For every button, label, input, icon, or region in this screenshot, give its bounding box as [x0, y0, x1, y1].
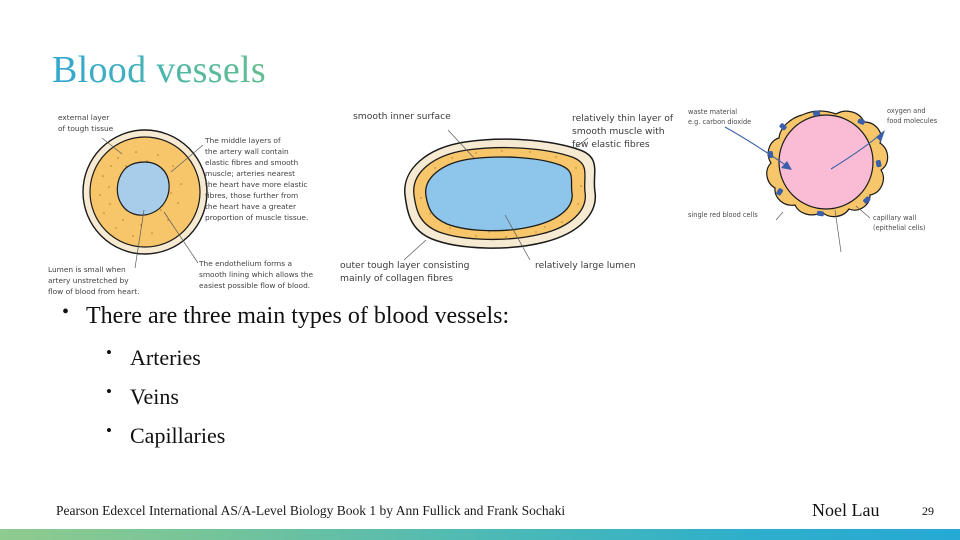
artery-label-middle-7: proportion of muscle tissue.: [205, 213, 309, 222]
artery-label-middle-4: the heart have more elastic: [205, 180, 308, 189]
vein-label-thin-layer-2: few elastic fibres: [572, 139, 650, 150]
artery-diagram: [40, 100, 330, 305]
bullet-capillaries: • Capillaries: [56, 423, 696, 448]
artery-label-middle-2: elastic fibres and smooth: [205, 158, 299, 167]
artery-label-lumen-1: artery unstretched by: [48, 276, 129, 285]
capillary-label-oxygen-1: food molecules: [887, 117, 938, 125]
capillary-diagram: [680, 100, 950, 260]
capillary-label-wall-0: capillary wall: [873, 214, 917, 222]
capillary-leader-single-rbc: [776, 212, 783, 220]
artery-label-endothelium-2: easiest possible flow of blood.: [199, 281, 311, 290]
bullet-veins: • Veins: [56, 384, 696, 409]
capillary-label-oxygen-0: oxygen and: [887, 107, 926, 115]
vein-label-large-lumen: relatively large lumen: [535, 260, 636, 271]
page-number: 29: [922, 504, 934, 518]
vein-leader-outer-layer: [404, 240, 426, 260]
capillary-label-wall-1: (epithelial cells): [873, 224, 926, 232]
page-title: Blood vessels: [52, 49, 266, 91]
vein-label-thin-layer-1: smooth muscle with: [572, 126, 665, 137]
artery-label-external-line1: external layer: [58, 113, 110, 122]
artery-label-lumen-0: Lumen is small when: [48, 265, 126, 274]
red-blood-cell: [779, 115, 873, 209]
bullet-main: • There are three main types of blood vessels:: [56, 303, 696, 331]
author-name: Noel Lau: [812, 500, 880, 520]
vein-label-outer-layer-0: outer tough layer consisting: [340, 260, 470, 271]
artery-label-lumen-2: flow of blood from heart.: [48, 287, 140, 296]
artery-label-middle-1: the artery wall contain: [205, 147, 289, 156]
bullet-arteries: • Arteries: [56, 345, 696, 370]
vein-diagram: [340, 100, 674, 300]
artery-label-middle-3: muscle; arteries nearest: [205, 169, 296, 178]
source-citation: Pearson Edexcel International AS/A-Level Biology Book 1 by Ann Fullick and Frank Sochaki: [56, 503, 566, 518]
bottom-accent-bar: [0, 529, 960, 540]
artery-label-external-line2: of tough tissue: [58, 124, 114, 133]
capillary-label-waste-1: e.g. carbon dioxide: [688, 118, 752, 126]
artery-lumen: [117, 162, 169, 215]
vein-label-smooth-inner-surface: smooth inner surface: [353, 111, 451, 122]
artery-label-endothelium-1: smooth lining which allows the: [199, 270, 314, 279]
vein-label-outer-layer-1: mainly of collagen fibres: [340, 273, 453, 284]
artery-label-endothelium-0: The endothelium forms a: [199, 259, 292, 268]
artery-label-middle-6: the heart have a greater: [205, 202, 297, 211]
diagram-row: [0, 100, 960, 310]
bullet-list: [56, 303, 696, 462]
artery-label-middle-0: The middle layers of: [205, 136, 281, 145]
vein-lumen: [426, 157, 572, 231]
artery-label-middle-5: fibres, those further from: [205, 191, 299, 200]
vein-label-thin-layer-0: relatively thin layer of: [572, 113, 674, 124]
capillary-label-single-rbc: single red blood cells: [688, 211, 758, 219]
capillary-label-waste-0: waste material: [688, 108, 738, 116]
